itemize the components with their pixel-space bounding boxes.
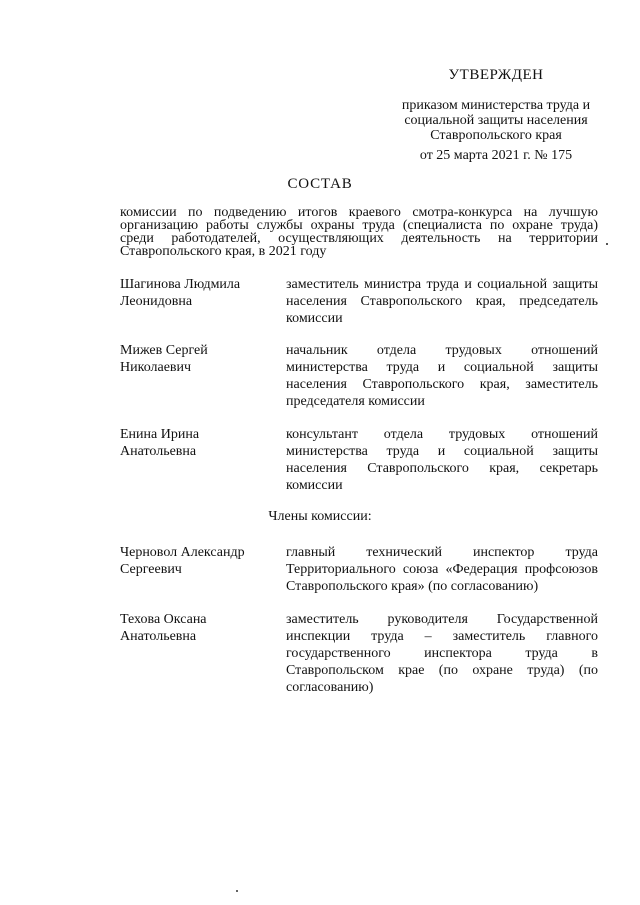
approval-date: от 25 марта 2021 г. № 175: [419, 148, 573, 163]
person-surname-first: Мижев Сергей: [120, 343, 208, 358]
person-patronymic: Анатольевна: [120, 444, 197, 459]
person-role: заместитель руководителя Государственной инспекции труда – заместитель главного государственного инспектора труда в Ставропольском крае (по охране труда) (по согласованию): [286, 612, 598, 695]
person-role: начальник отдела трудовых отношений министерства труда и социальной защиты населения Ставропольского края, заместитель председателя комиссии: [286, 343, 598, 409]
person-surname-first: Черновол Александр: [120, 545, 245, 560]
person-surname-first: Енина Ирина: [120, 427, 200, 442]
person-surname-first: Техова Оксана: [120, 612, 207, 627]
person-role: консультант отдела трудовых отношений министерства труда и социальной защиты населения Ставропольского края, секретарь комиссии: [286, 427, 598, 493]
approval-heading: УТВЕРЖДЕН: [448, 67, 544, 83]
person-patronymic: Анатольевна: [120, 629, 197, 644]
person-name: [120, 544, 270, 578]
members-heading: Члены комиссии:: [268, 509, 372, 524]
person-name: [120, 276, 270, 310]
approval-order: [380, 98, 612, 143]
person-role: заместитель министра труда и социальной защиты населения Ставропольского края, председатель комиссии: [286, 277, 598, 326]
approval-order-line: Ставропольского края: [430, 128, 562, 143]
scan-mark: [606, 243, 608, 245]
approval-order-line: социальной защиты населения: [404, 113, 588, 128]
person-name: [120, 342, 270, 376]
document-subtitle: комиссии по подведению итогов краевого смотра-конкурса на лучшую организацию работы службы охраны труда (специалиста по охране труда) среди работодателей, осуществляющих деятельность на территории Ставропольского края, в 2021 году: [120, 205, 598, 259]
person-surname-first: Шагинова Людмила: [120, 277, 241, 292]
approval-order-line: приказом министерства труда и: [401, 98, 591, 113]
person-patronymic: Леонидовна: [120, 294, 193, 309]
person-patronymic: Сергеевич: [120, 562, 182, 577]
person-name: [120, 426, 270, 460]
person-role: главный технический инспектор труда Территориального союза «Федерация профсоюзов Ставропольского края» (по согласованию): [286, 545, 598, 594]
document-title: СОСТАВ: [287, 176, 353, 192]
person-name: [120, 611, 270, 645]
person-patronymic: Николаевич: [120, 360, 192, 375]
scan-dot: [236, 890, 238, 892]
